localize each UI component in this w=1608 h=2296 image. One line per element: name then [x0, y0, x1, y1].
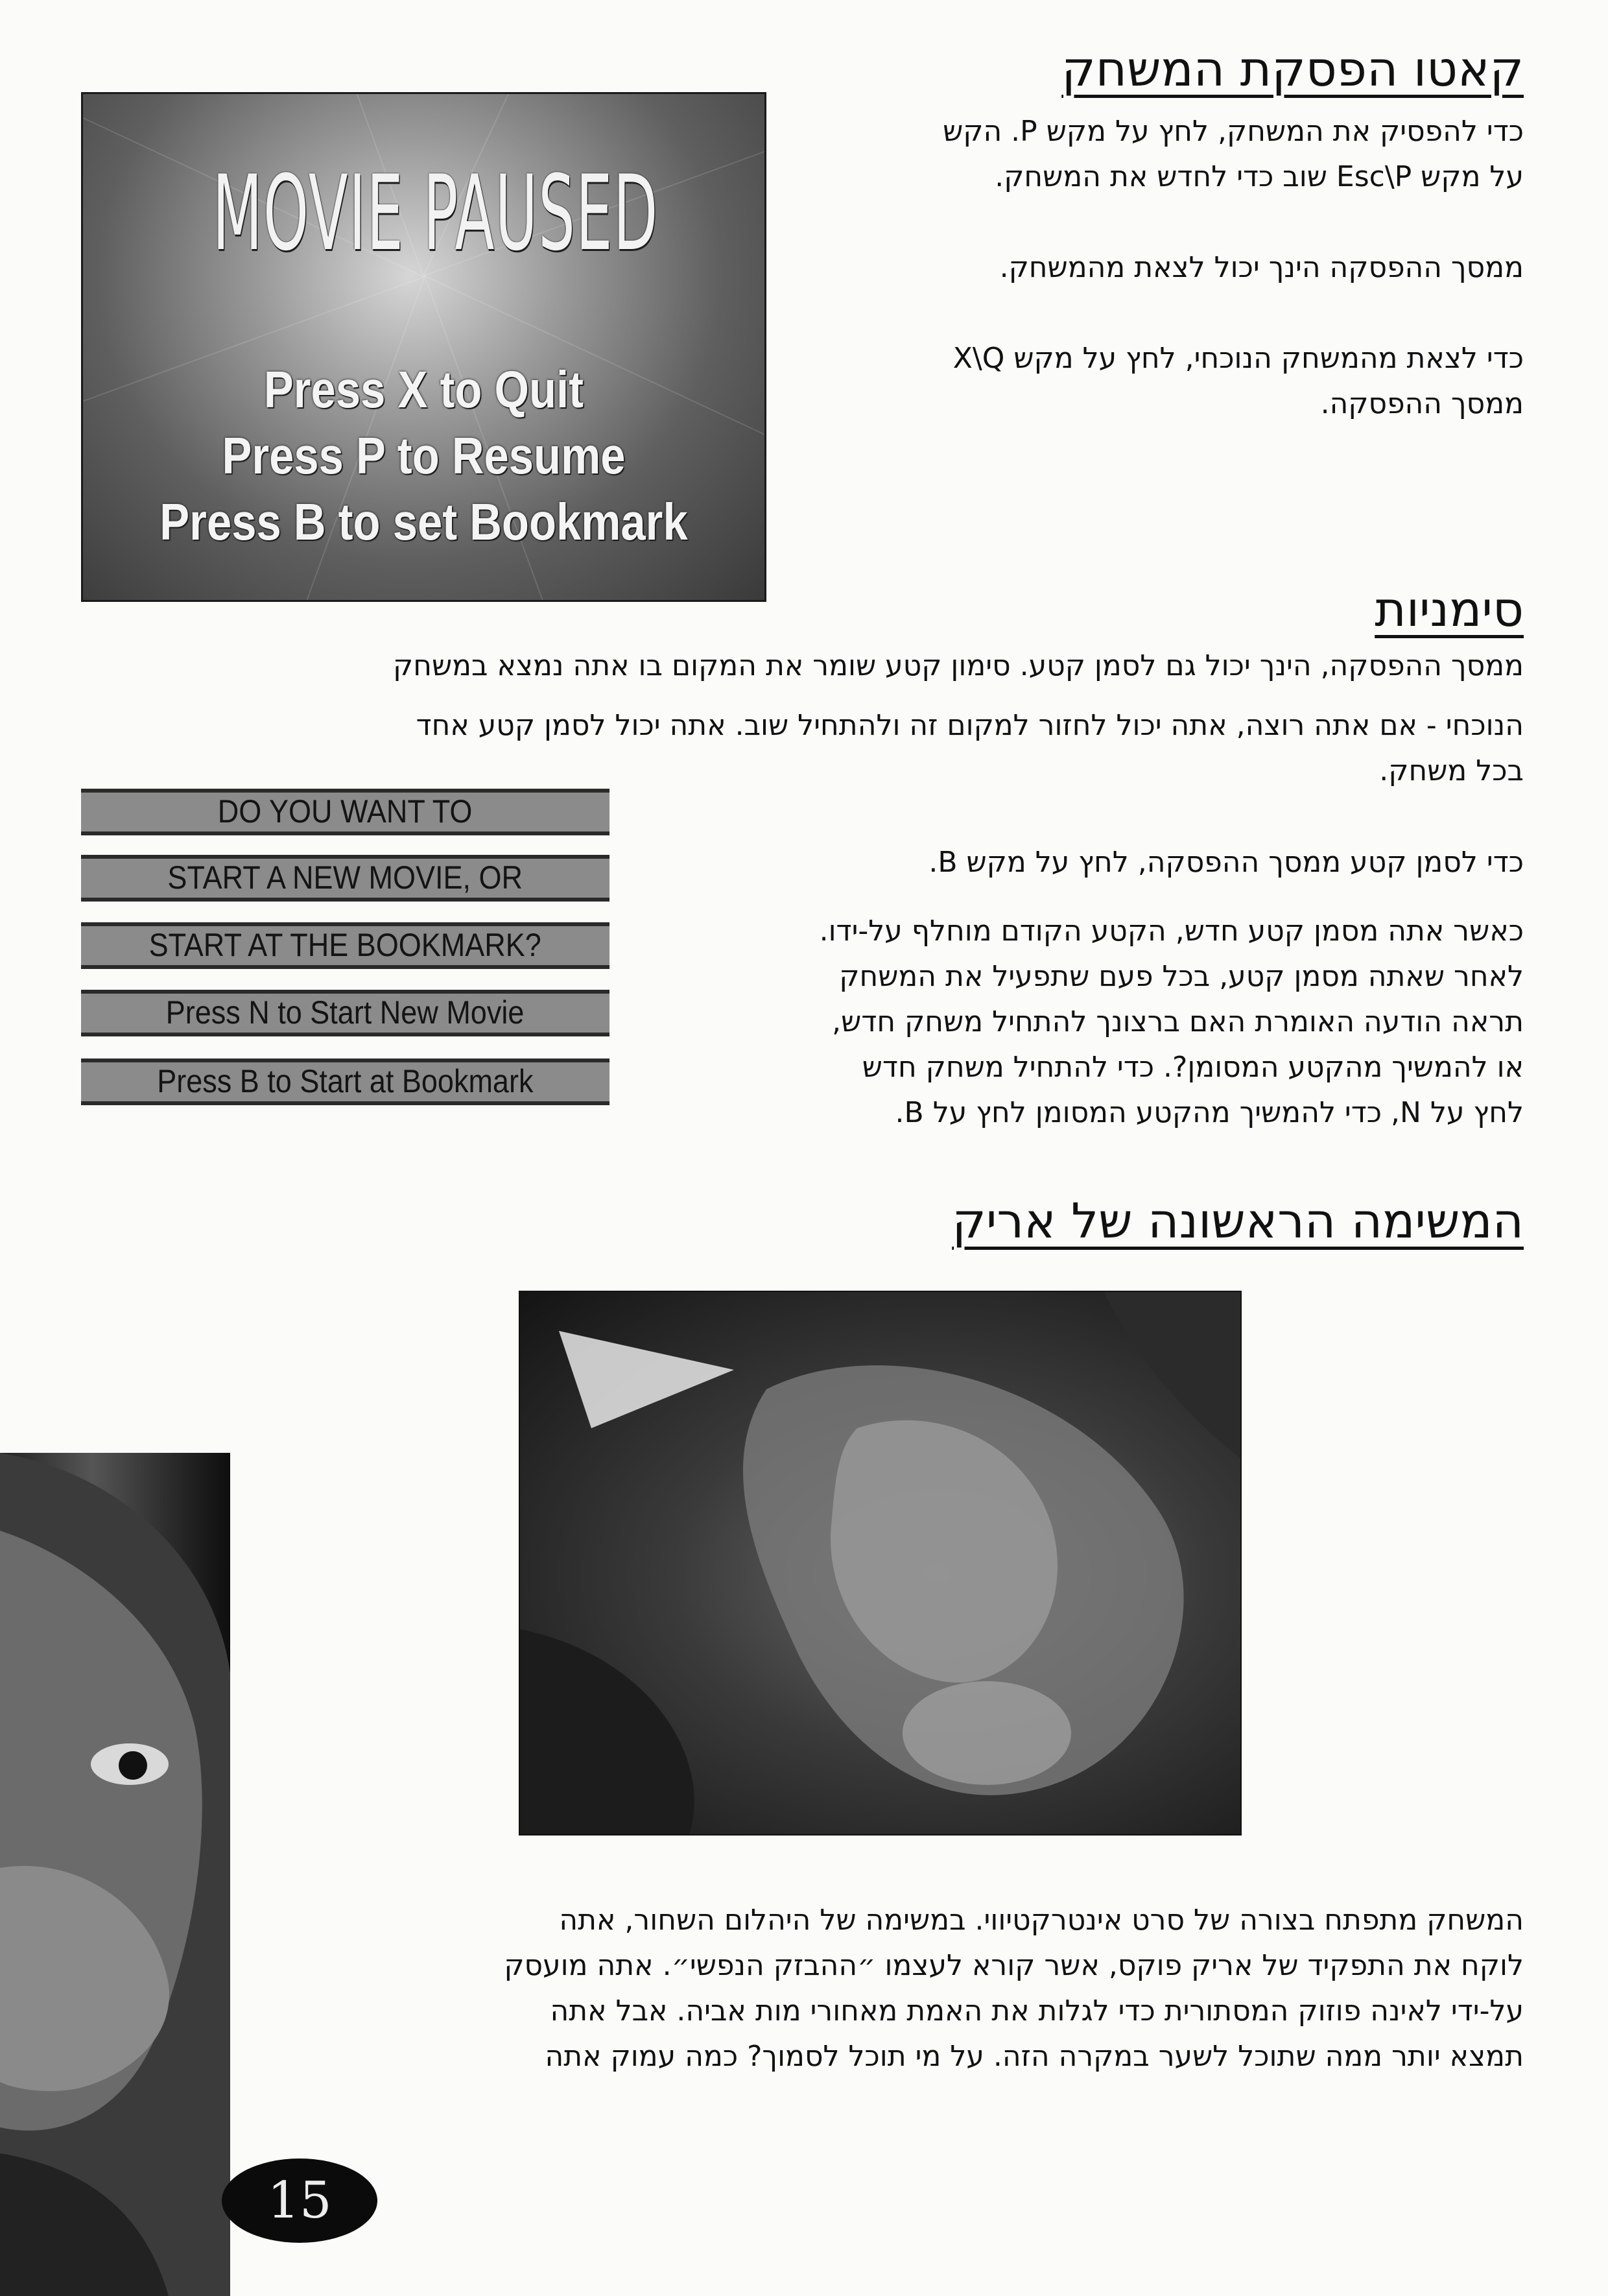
movie-paused-quit-line: Press X to Quit	[263, 361, 584, 418]
pause-p2: ממסך ההפסקה הינך יכול לצאת מהמשחק.	[999, 251, 1524, 284]
bookmark-dialog-line: START AT THE BOOKMARK?	[81, 922, 609, 969]
bookmarks-p1-line1: ממסך ההפסקה, הינך יכול גם לסמן קטע. סימון קטע שומר את המקום בו אתה נמצא במשחק	[393, 649, 1524, 682]
mission-text	[292, 1898, 1524, 2079]
movie-paused-resume-line: Press P to Resume	[222, 427, 626, 484]
mission-photo	[519, 1291, 1242, 1836]
mission-line3: על-ידי לאינה פוזוק המסתורית כדי לגלות את האמת מאחורי מות אביה. אבל אתה	[550, 1994, 1524, 2027]
bookmarks-p1-line3: בכל משחק.	[1379, 754, 1524, 787]
pause-p3-line1: כדי לצאת מהמשחק הנוכחי, לחץ על מקש X\Q	[952, 342, 1524, 375]
bookmarks-p3-line3: תראה הודעה האומרת האם ברצונך להתחיל משחק חדש,	[832, 1005, 1524, 1038]
pause-section-text	[798, 109, 1524, 427]
mission-section-heading: המשימה הראשונה של אריק	[952, 1193, 1524, 1249]
bookmarks-p3-line4: או להמשיך מהקטע המסומן?. כדי להתחיל משחק חדש	[862, 1051, 1524, 1084]
bookmarks-p2: כדי לסמן קטע ממסך ההפסקה, לחץ על מקש B.	[928, 846, 1524, 879]
page-number: 15	[267, 2171, 332, 2230]
bookmarks-p1-line2: הנוכחי - אם אתה רוצה, אתה יכול לחזור למקום זה ולהתחיל שוב. אתה יכול לסמן קטע אחד	[416, 709, 1524, 742]
movie-paused-title: MOVIE PAUSED	[212, 152, 659, 274]
movie-paused-bookmark-line: Press B to set Bookmark	[160, 493, 688, 551]
pause-section-heading: קאטו הפסקת המשחק	[1061, 42, 1524, 97]
bookmarks-p3-line2: לאחר שאתה מסמן קטע, בכל פעם שתפעיל את המשחק	[839, 960, 1524, 993]
mission-line4: תמצא יותר ממה שתוכל לשער במקרה הזה. על מי תוכל לסמוך? כמה עמוק אתה	[545, 2040, 1524, 2073]
bookmarks-detail-text	[584, 840, 1524, 1136]
bookmark-dialog-line: DO YOU WANT TO	[81, 789, 609, 835]
bookmarks-p3-line5: לחץ על N, כדי להמשיך מהקטע המסומן לחץ על B.	[895, 1096, 1524, 1129]
pause-p3-line2: ממסך ההפסקה.	[1320, 387, 1524, 420]
bookmarks-p3-line1: כאשר אתה מסמן קטע חדש, הקטע הקודם מוחלף על-ידו.	[819, 915, 1524, 948]
bookmark-dialog-bookmark-option: Press B to Start at Bookmark	[81, 1058, 609, 1105]
mission-line2: לוקח את התפקיד של אריק פוקס, אשר קורא לעצמו ״ההבזק הנפשי״. אתה מועסק	[504, 1949, 1524, 1982]
bookmark-dialog-new-movie-option: Press N to Start New Movie	[81, 990, 609, 1036]
bookmarks-section-heading: סימניות	[1375, 582, 1524, 638]
pause-p1-line1: כדי להפסיק את המשחק, לחץ על מקש P. הקש	[943, 115, 1524, 148]
character-face-photo	[0, 1453, 230, 2296]
pause-p1-line2: על מקש Esc\P שוב כדי לחדש את המשחק.	[995, 160, 1524, 193]
movie-paused-screenshot	[81, 92, 766, 602]
bookmarks-intro-text	[97, 643, 1524, 794]
bookmark-dialog-line: START A NEW MOVIE, OR	[81, 855, 609, 902]
mission-line1: המשחק מתפתח בצורה של סרט אינטרקטיווי. במשימה של היהלום השחור, אתה	[559, 1904, 1524, 1937]
